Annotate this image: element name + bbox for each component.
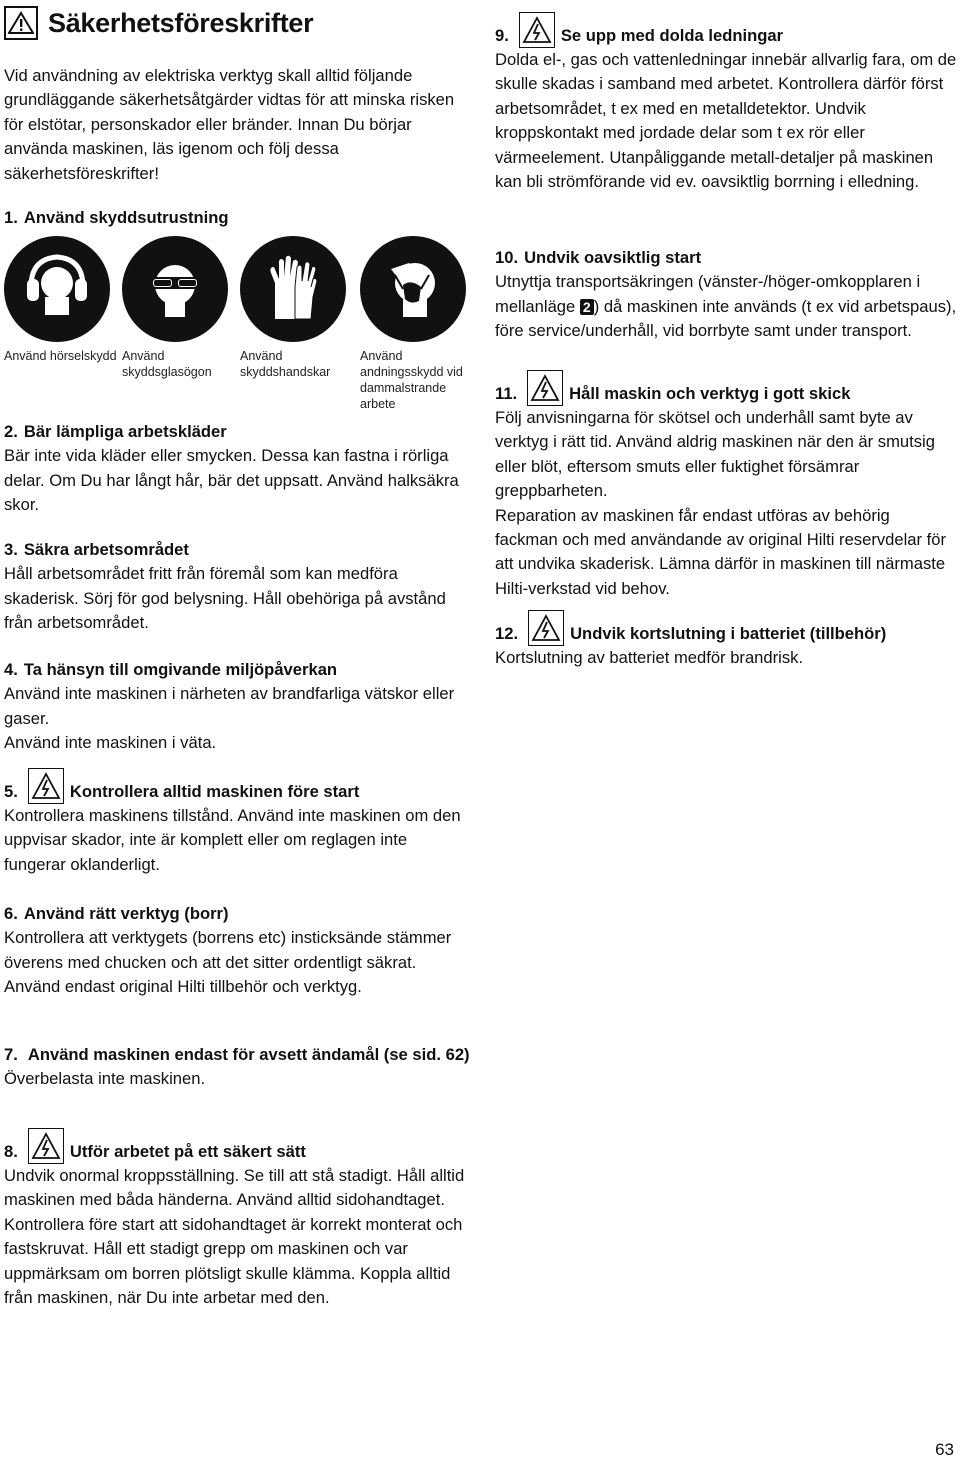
section-5-heading [4,768,470,804]
ppe-item [360,236,478,412]
intro [4,64,470,186]
ppe-item [4,236,122,364]
section-3-text: Håll arbetsområdet fritt från föremål som kan medföra skaderisk. Sörj för god belysning. Håll obehöriga på avstånd från arbetsområdet. [4,564,446,633]
section-11-number: 11. [495,383,518,403]
section-8-title: Utför arbetet på ett säkert sätt [69,1141,306,1161]
section-2-text: Bär inte vida kläder eller smycken. Dessa kan fastna i rörliga delar. Om Du har långt hår, bär det uppsatt. Använd halksäkra skor. [4,446,459,515]
section-4-number: 4. [4,660,18,679]
ppe-label: Använd andningsskydd vid dammalstrande arbete [360,349,463,411]
section-8-number: 8. [4,1141,18,1161]
title-row [4,6,313,40]
section-9 [495,12,957,194]
section-7-number: 7. [4,1045,18,1064]
section-1-heading [4,206,470,230]
section-9-text: Dolda el-, gas och vattenledningar innebär allvarlig fara, om de skulle skadas i samband med arbetet. Kontrollera därför först arbetsområdet, t ex med en metalldetektor. Undvik kroppskontakt med jordade delar som t ex rör eller värmeelement. Utanpåliggande metall-detaljer på maskinen kan bli strömförande vid ev. oavsiktlig borrning i elledning. [495,50,957,192]
section-6-title: Använd rätt verktyg (borr) [23,904,229,923]
section-2 [4,420,470,518]
ear-protection-icon [4,236,110,342]
section-6-text-2: Använd endast original Hilti tillbehör och verktyg. [4,977,362,997]
section-5-title: Kontrollera alltid maskinen före start [69,781,360,801]
section-9-heading [495,12,957,48]
electric-hazard-icon [528,610,564,646]
intro-text: Vid användning av elektriska verktyg skall alltid följande grundläggande säkerhetsåtgärder vidtas för att minska risken för elstötar, personskador eller bränder. Innan Du börjar använda maskinen, läs igenom och följ dessa säkerhetsföreskrifter! [4,66,455,183]
section-8 [4,1128,470,1310]
section-4-text-1: Använd inte maskinen i närheten av brandfarliga vätskor eller gaser. [4,684,455,728]
section-3-heading [4,538,470,562]
section-4-title: Ta hänsyn till omgivande miljöpåverkan [23,660,338,679]
section-7-title: Använd maskinen endast för avsett ändamål (se sid. 62) [27,1045,470,1064]
section-5-number: 5. [4,781,18,801]
electric-hazard-icon [28,1128,64,1164]
electric-hazard-icon [527,370,563,406]
electric-hazard-icon [519,12,555,48]
section-10-text [495,270,957,343]
section-12 [495,610,957,670]
section-4-text-2: Använd inte maskinen i väta. [4,733,217,753]
ppe-label: Använd skyddshandskar [240,349,331,379]
section-2-title: Bär lämpliga arbetskläder [23,422,227,441]
section-11-text-2: Reparation av maskinen får endast utföras av behörig fackman och med användande av original Hilti reservdelar för att undvika skaderisk. Lämna därför in maskinen till närmaste Hilti-verkstad vid behov. [495,505,947,598]
section-11-text-1: Följ anvisningarna för skötsel och underhåll samt byte av verktyg i rätt tid. Använd aldrig maskinen när den är smutsig eller blöt, eftersom smuts eller fuktighet försämrar greppbarheten. [495,408,935,501]
section-3 [4,538,470,636]
section-2-number: 2. [4,422,18,441]
section-4-heading [4,658,470,682]
section-10-heading [495,246,957,270]
section-10 [495,246,957,344]
section-6-number: 6. [4,904,18,923]
ppe-icons [4,236,470,414]
electric-hazard-icon [28,768,64,804]
ppe-item [122,236,240,380]
section-12-title: Undvik kortslutning i batteriet (tillbehör) [570,623,887,643]
ppe-item [240,236,358,380]
section-5 [4,768,470,877]
gloves-icon [240,236,346,342]
section-8-text: Undvik onormal kroppsställning. Se till att stå stadigt. Håll alltid maskinen med båda händerna. Använd alltid sidohandtaget. Kontrollera före start att sidohandtaget är korrekt monterat och fastskruvat. Håll ett stadigt grepp om maskinen och var uppmärksam om borren plötsligt skulle klämma. Koppla alltid från maskinen, när Du inte arbetar med den. [4,1166,465,1308]
section-3-title: Säkra arbetsområdet [23,540,189,559]
section-12-text: Kortslutning av batteriet medför brandrisk. [495,648,804,667]
section-6-heading [4,902,470,926]
section-5-text: Kontrollera maskinens tillstånd. Använd inte maskinen om den uppvisar skador, inte är komplett eller om reglagen inte fungerar oklanderligt. [4,806,461,874]
page-number: 63 [935,1440,954,1459]
page-title: Säkerhetsföreskrifter [48,7,314,38]
ppe-label: Använd skyddsglasögon [122,349,212,379]
section-1 [4,206,470,230]
section-11-title: Håll maskin och verktyg i gott skick [569,383,851,403]
figure-ref-badge: 2 [580,299,594,315]
section-1-number: 1. [4,208,18,227]
section-9-number: 9. [495,25,509,45]
section-11-heading [495,370,957,406]
section-11 [495,370,957,601]
section-10-number: 10. [495,248,519,267]
section-12-number: 12. [495,623,519,643]
section-8-heading [4,1128,470,1164]
section-7 [4,1043,470,1092]
section-2-heading [4,420,470,444]
section-6 [4,902,470,1000]
section-7-heading [4,1043,470,1067]
section-10-title: Undvik oavsiktlig start [524,248,702,267]
respirator-icon [360,236,466,342]
section-3-number: 3. [4,540,18,559]
section-7-text: Överbelasta inte maskinen. [4,1069,206,1089]
section-10-text-b: ) då maskinen inte används (t ex vid arbetspaus), före service/underhåll, vid borrbyte samt under transport. [495,296,957,341]
warning-icon [4,6,38,40]
safety-glasses-icon [122,236,228,342]
ppe-label: Använd hörselskydd [4,349,117,363]
section-6-text-1: Kontrollera att verktygets (borrens etc) insticksände stämmer överens med chucken och att det sitter ordentligt säkrat. [4,928,452,972]
section-9-title: Se upp med dolda ledningar [560,25,784,45]
section-4 [4,658,470,756]
section-10-text-a: Utnyttja transportsäkringen (vänster-/höger-omkopplaren i mellanläge [495,272,921,316]
section-1-title: Använd skyddsutrustning [23,208,229,227]
section-12-heading [495,610,957,646]
